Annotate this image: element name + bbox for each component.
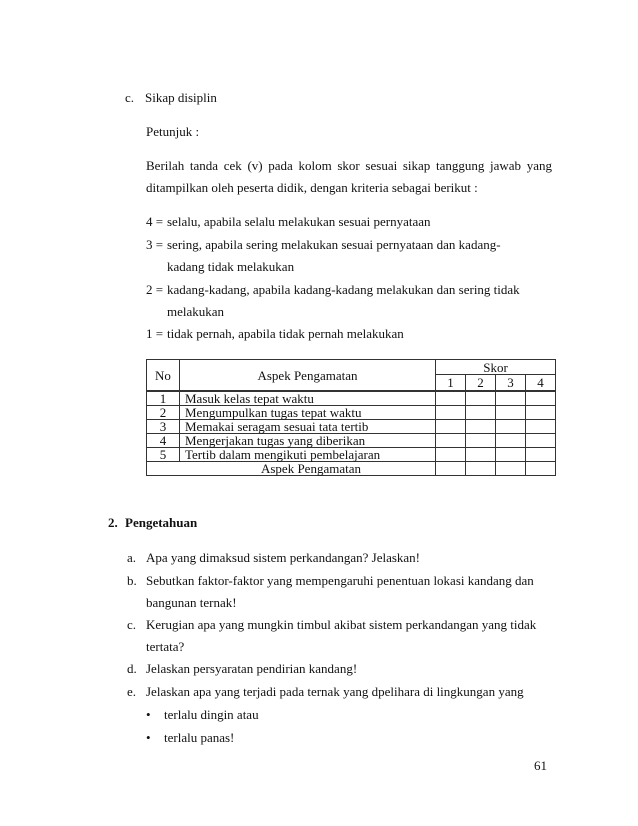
score-cell[interactable]: [526, 420, 556, 434]
bullet-icon: •: [146, 707, 151, 722]
row-aspek: Mengumpulkan tugas tepat waktu: [180, 406, 436, 420]
table-row: [147, 391, 556, 406]
table-row: [147, 420, 556, 434]
table-row: [147, 434, 556, 448]
bullet-text: terlalu dingin atau: [164, 707, 259, 722]
score-cell[interactable]: [496, 420, 526, 434]
score-cell[interactable]: [466, 391, 496, 406]
instruction-line-1: Berilah tanda cek (v) pada kolom skor sesuai sikap tanggung jawab yang: [146, 158, 552, 173]
row-aspek: Tertib dalam mengikuti pembelajaran: [180, 448, 436, 462]
score-cell[interactable]: [436, 448, 466, 462]
table-row: [147, 406, 556, 420]
question-text: Kerugian apa yang mungkin timbul akibat sistem perkandangan yang tidak: [146, 617, 537, 632]
score-cell[interactable]: [466, 434, 496, 448]
question-marker: d.: [127, 661, 137, 676]
question-text-cont: bangunan ternak!: [146, 595, 237, 610]
criteria-text-cont: melakukan: [167, 304, 225, 319]
row-aspek: Mengerjakan tugas yang diberikan: [180, 434, 436, 448]
score-cell[interactable]: [466, 420, 496, 434]
header-skor: Skor: [436, 360, 556, 375]
score-table: [146, 359, 556, 476]
row-no: 3: [147, 420, 180, 434]
score-cell[interactable]: [466, 448, 496, 462]
criteria-text: sering, apabila sering melakukan sesuai pernyataan dan kadang-: [167, 237, 501, 252]
header-score-4: 4: [526, 375, 556, 391]
section-marker: c.: [125, 90, 135, 105]
score-cell[interactable]: [526, 391, 556, 406]
table-footer-row: [147, 462, 556, 476]
row-aspek: Memakai seragam sesuai tata tertib: [180, 420, 436, 434]
score-cell[interactable]: [436, 391, 466, 406]
footer-aspek: Aspek Pengamatan: [147, 462, 436, 476]
row-no: 4: [147, 434, 180, 448]
criteria-text-cont: kadang tidak melakukan: [167, 259, 295, 274]
question-marker: c.: [127, 617, 137, 632]
row-no: 5: [147, 448, 180, 462]
criteria-text: kadang-kadang, apabila kadang-kadang melakukan dan sering tidak: [167, 282, 520, 297]
question-text: Sebutkan faktor-faktor yang mempengaruhi penentuan lokasi kandang dan: [146, 573, 534, 588]
score-cell[interactable]: [526, 434, 556, 448]
question-text: Jelaskan apa yang terjadi pada ternak yang dpelihara di lingkungan yang: [146, 684, 524, 699]
score-cell[interactable]: [526, 448, 556, 462]
header-aspek: Aspek Pengamatan: [180, 360, 436, 392]
section-2-title: Pengetahuan: [125, 515, 198, 530]
criteria-num: 2 =: [146, 282, 164, 297]
row-aspek: Masuk kelas tepat waktu: [180, 391, 436, 406]
criteria-num: 4 =: [146, 214, 164, 229]
score-cell[interactable]: [436, 434, 466, 448]
question-text: Jelaskan persyaratan pendirian kandang!: [146, 661, 358, 676]
score-cell[interactable]: [496, 391, 526, 406]
question-marker: b.: [127, 573, 137, 588]
criteria-text: tidak pernah, apabila tidak pernah melakukan: [167, 326, 404, 341]
question-text-cont: tertata?: [146, 639, 185, 654]
score-cell[interactable]: [436, 406, 466, 420]
petunjuk-label: Petunjuk :: [146, 124, 200, 139]
score-cell[interactable]: [496, 448, 526, 462]
criteria-num: 1 =: [146, 326, 164, 341]
question-marker: a.: [127, 550, 137, 565]
page-number: 61: [534, 758, 547, 773]
bullet-icon: •: [146, 730, 151, 745]
header-no: No: [147, 360, 180, 392]
header-score-3: 3: [496, 375, 526, 391]
question-marker: e.: [127, 684, 137, 699]
score-cell[interactable]: [496, 434, 526, 448]
header-score-1: 1: [436, 375, 466, 391]
row-no: 1: [147, 391, 180, 406]
bullet-text: terlalu panas!: [164, 730, 235, 745]
header-score-2: 2: [466, 375, 496, 391]
table-row: [147, 448, 556, 462]
criteria-num: 3 =: [146, 237, 164, 252]
score-cell[interactable]: [526, 406, 556, 420]
question-text: Apa yang dimaksud sistem perkandangan? Jelaskan!: [146, 550, 421, 565]
row-no: 2: [147, 406, 180, 420]
section-2-number: 2.: [108, 515, 118, 530]
criteria-text: selalu, apabila selalu melakukan sesuai pernyataan: [167, 214, 431, 229]
instruction-line-2: ditampilkan oleh peserta didik, dengan kriteria sebagai berikut :: [146, 180, 478, 195]
score-cell[interactable]: [436, 420, 466, 434]
score-cell[interactable]: [466, 406, 496, 420]
score-cell[interactable]: [496, 406, 526, 420]
section-title: Sikap disiplin: [145, 90, 217, 105]
